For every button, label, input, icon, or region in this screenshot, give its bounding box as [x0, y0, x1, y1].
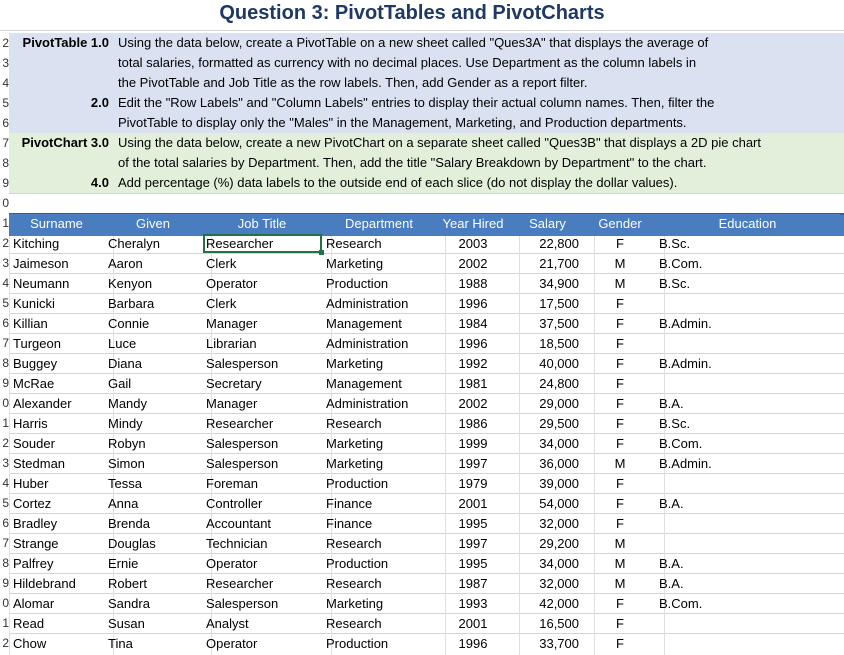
row-number[interactable]: 5 [2, 96, 9, 110]
column-header[interactable]: Department [322, 214, 436, 234]
year-hired-cell[interactable]: 2001 [458, 496, 488, 511]
table-row [0, 594, 844, 614]
given-cell[interactable]: Luce [108, 336, 137, 351]
row-number[interactable]: 1 [2, 616, 9, 630]
instruction-row [9, 33, 844, 53]
table-row [0, 474, 844, 494]
given-cell[interactable]: Robert [108, 576, 148, 591]
year-hired-cell[interactable]: 1996 [458, 296, 488, 311]
surname-cell[interactable]: Harris [13, 416, 48, 431]
given-cell[interactable]: Douglas [108, 536, 156, 551]
education-cell[interactable] [659, 634, 838, 654]
education-cell[interactable] [659, 334, 838, 354]
row-number[interactable]: 7 [2, 136, 9, 150]
surname-cell[interactable]: Kitching [13, 236, 60, 251]
row-number[interactable]: 0 [2, 396, 9, 410]
department-cell[interactable]: Research [326, 576, 382, 591]
job-title-cell[interactable]: Accountant [206, 516, 272, 531]
surname-cell[interactable]: Read [13, 616, 45, 631]
department-cell[interactable]: Management [326, 316, 402, 331]
education-cell[interactable] [659, 474, 838, 494]
surname-cell[interactable]: Killian [13, 316, 48, 331]
instruction-label: 2.0 [90, 95, 109, 110]
department-cell[interactable]: Marketing [326, 456, 384, 471]
gender-cell[interactable]: F [616, 476, 624, 491]
given-cell[interactable]: Mandy [108, 396, 148, 411]
gender-cell[interactable]: F [616, 316, 624, 331]
year-hired-cell[interactable]: 2002 [458, 396, 488, 411]
gender-cell[interactable]: F [616, 636, 624, 651]
given-cell[interactable]: Barbara [108, 296, 155, 311]
department-cell[interactable]: Administration [326, 396, 409, 411]
education-cell[interactable]: B.Admin. [659, 356, 712, 371]
year-hired-cell[interactable]: 1988 [458, 276, 488, 291]
table-row [0, 354, 844, 374]
gender-cell[interactable]: M [614, 536, 626, 551]
row-number[interactable]: 6 [2, 116, 9, 130]
year-hired-cell[interactable]: 1996 [458, 336, 488, 351]
gender-cell[interactable]: F [616, 236, 624, 251]
salary-cell[interactable]: 29,200 [539, 536, 579, 551]
instruction-label: PivotTable 1.0 [22, 35, 109, 50]
given-cell[interactable]: Simon [108, 456, 145, 471]
active-cell-selection[interactable] [203, 234, 322, 253]
salary-cell[interactable]: 34,900 [539, 276, 579, 291]
job-title-cell[interactable]: Manager [206, 396, 258, 411]
job-title-cell[interactable]: Foreman [206, 476, 259, 491]
row-number[interactable]: 8 [2, 356, 9, 370]
education-cell[interactable]: B.Admin. [659, 456, 712, 471]
education-cell[interactable]: B.A. [659, 556, 684, 571]
column-header[interactable]: Salary [510, 214, 585, 234]
row-number[interactable]: 7 [2, 336, 9, 350]
surname-cell[interactable]: McRae [13, 376, 55, 391]
row-number[interactable]: 2 [2, 36, 9, 50]
education-cell[interactable]: B.Com. [659, 596, 703, 611]
education-cell[interactable] [659, 614, 838, 634]
page-title: Question 3: PivotTables and PivotCharts [219, 2, 605, 24]
given-cell[interactable]: Brenda [108, 516, 150, 531]
table-row [0, 374, 844, 394]
table-row [0, 234, 844, 254]
salary-cell[interactable]: 34,000 [539, 556, 579, 571]
given-cell[interactable]: Diana [108, 356, 142, 371]
education-cell[interactable]: B.Com. [659, 436, 703, 451]
surname-cell[interactable]: Bradley [13, 516, 58, 531]
salary-cell[interactable]: 21,700 [539, 256, 579, 271]
surname-cell[interactable]: Alexander [13, 396, 72, 411]
given-cell[interactable]: Connie [108, 316, 150, 331]
instruction-row [9, 73, 844, 93]
row-gridline [9, 193, 844, 194]
year-hired-cell[interactable]: 2001 [458, 616, 488, 631]
gender-cell[interactable]: M [614, 276, 626, 291]
table-row [0, 434, 844, 454]
instruction-text: total salaries, formatted as currency with no decimal places. Use Department as the column labels in [118, 55, 697, 70]
gender-cell[interactable]: F [616, 376, 624, 391]
department-cell[interactable]: Marketing [326, 596, 384, 611]
department-cell[interactable]: Marketing [326, 436, 384, 451]
given-cell[interactable]: Robyn [108, 436, 146, 451]
given-cell[interactable]: Kenyon [108, 276, 153, 291]
surname-cell[interactable]: Chow [13, 636, 47, 651]
instruction-row [9, 133, 844, 153]
table-row [0, 614, 844, 634]
surname-cell[interactable]: Alomar [13, 596, 55, 611]
surname-cell[interactable]: Turgeon [13, 336, 61, 351]
row-number[interactable]: 8 [2, 156, 9, 170]
surname-cell[interactable]: Jaimeson [13, 256, 69, 271]
table-row [0, 394, 844, 414]
year-hired-cell[interactable]: 1997 [458, 456, 488, 471]
job-title-cell[interactable]: Salesperson [206, 596, 279, 611]
row-number[interactable]: 2 [2, 636, 9, 650]
fill-handle[interactable] [319, 250, 324, 255]
column-header[interactable]: Given [104, 214, 202, 234]
salary-cell[interactable]: 29,000 [539, 396, 579, 411]
table-row [0, 634, 844, 654]
education-cell[interactable]: B.A. [659, 576, 684, 591]
row-number[interactable]: 3 [2, 56, 9, 70]
year-hired-cell[interactable]: 1999 [458, 436, 488, 451]
department-cell[interactable]: Production [326, 556, 389, 571]
year-hired-cell[interactable]: 1996 [458, 636, 488, 651]
job-title-cell[interactable]: Technician [206, 536, 268, 551]
year-hired-cell[interactable]: 1986 [458, 416, 488, 431]
job-title-cell[interactable]: Operator [206, 276, 258, 291]
instruction-row [9, 173, 844, 193]
job-title-cell[interactable]: Researcher [206, 576, 274, 591]
row-number[interactable]: 0 [2, 596, 9, 610]
job-title-cell[interactable]: Salesperson [206, 436, 279, 451]
education-cell[interactable]: B.Com. [659, 256, 703, 271]
surname-cell[interactable]: Hildebrand [13, 576, 76, 591]
salary-cell[interactable]: 34,000 [539, 436, 579, 451]
education-cell[interactable]: B.Admin. [659, 316, 712, 331]
gender-cell[interactable]: M [614, 456, 626, 471]
column-header[interactable]: Education [655, 214, 840, 234]
row-number[interactable]: 6 [2, 516, 9, 530]
given-cell[interactable]: Anna [108, 496, 139, 511]
surname-cell[interactable]: Huber [13, 476, 49, 491]
given-cell[interactable]: Tina [108, 636, 133, 651]
surname-cell[interactable]: Strange [13, 536, 59, 551]
instruction-row [9, 53, 844, 73]
table-row [0, 514, 844, 534]
education-cell[interactable]: B.A. [659, 496, 684, 511]
year-hired-cell[interactable]: 1993 [458, 596, 488, 611]
department-cell[interactable]: Finance [326, 516, 373, 531]
job-title-cell[interactable]: Secretary [206, 376, 262, 391]
job-title-cell[interactable]: Salesperson [206, 456, 279, 471]
surname-cell[interactable]: Buggey [13, 356, 58, 371]
gender-cell[interactable]: F [616, 496, 624, 511]
instruction-text: Using the data below, create a new PivotChart on a separate sheet called "Ques3B" that displays a 2D pie chart [118, 135, 761, 150]
year-hired-cell[interactable]: 2002 [458, 256, 488, 271]
table-row [0, 574, 844, 594]
row-number[interactable]: 8 [2, 556, 9, 570]
given-cell[interactable]: Tessa [108, 476, 142, 491]
department-cell[interactable]: Research [326, 616, 382, 631]
department-cell[interactable]: Production [326, 476, 389, 491]
given-cell[interactable]: Gail [108, 376, 132, 391]
job-title-cell[interactable]: Salesperson [206, 356, 279, 371]
salary-cell[interactable]: 32,000 [539, 516, 579, 531]
column-header[interactable]: Year Hired [436, 214, 510, 234]
row-number[interactable]: 3 [2, 256, 9, 270]
year-hired-cell[interactable]: 1997 [458, 536, 488, 551]
instruction-row [9, 93, 844, 113]
instruction-text: the PivotTable and Job Title as the row labels. Then, add Gender as a report filter. [118, 75, 588, 90]
instruction-text: PivotTable to display only the "Males" in the Management, Marketing, and Production departments. [118, 115, 687, 130]
education-cell[interactable] [659, 294, 838, 314]
table-row [0, 314, 844, 334]
job-title-cell[interactable]: Manager [206, 316, 258, 331]
surname-cell[interactable]: Cortez [13, 496, 52, 511]
job-title-cell[interactable]: Librarian [206, 336, 257, 351]
row-number[interactable]: 4 [2, 276, 9, 290]
table-row [0, 554, 844, 574]
table-row [0, 254, 844, 274]
salary-cell[interactable]: 54,000 [539, 496, 579, 511]
year-hired-cell[interactable]: 2003 [458, 236, 488, 251]
education-cell[interactable] [659, 514, 838, 534]
table-row [0, 294, 844, 314]
row-number[interactable]: 5 [2, 496, 9, 510]
row-number[interactable]: 1 [2, 216, 9, 230]
surname-cell[interactable]: Kunicki [13, 296, 55, 311]
gender-cell[interactable]: F [616, 616, 624, 631]
salary-cell[interactable]: 39,000 [539, 476, 579, 491]
table-row [0, 534, 844, 554]
salary-cell[interactable]: 32,000 [539, 576, 579, 591]
job-title-cell[interactable]: Analyst [206, 616, 249, 631]
sheet-title-row [0, 0, 844, 31]
row-number[interactable]: 6 [2, 316, 9, 330]
instruction-text: of the total salaries by Department. Then, add the title "Salary Breakdown by Department" to the chart. [118, 155, 707, 170]
year-hired-cell[interactable]: 1995 [458, 556, 488, 571]
job-title-cell[interactable]: Operator [206, 636, 258, 651]
department-cell[interactable]: Management [326, 376, 402, 391]
row-number[interactable]: 0 [2, 196, 9, 210]
department-cell[interactable]: Research [326, 536, 382, 551]
row-number[interactable]: 2 [2, 436, 9, 450]
salary-cell[interactable]: 17,500 [539, 296, 579, 311]
gender-cell[interactable]: F [616, 356, 624, 371]
gender-cell[interactable]: F [616, 516, 624, 531]
salary-cell[interactable]: 37,500 [539, 316, 579, 331]
given-cell[interactable]: Ernie [108, 556, 139, 571]
education-cell[interactable]: B.Sc. [659, 276, 691, 291]
row-number[interactable]: 9 [2, 576, 9, 590]
instruction-label: 4.0 [90, 175, 109, 190]
row-number[interactable]: 4 [2, 476, 9, 490]
job-title-cell[interactable]: Operator [206, 556, 258, 571]
gender-cell[interactable]: M [614, 556, 626, 571]
given-cell[interactable]: Sandra [108, 596, 150, 611]
row-number[interactable]: 9 [2, 376, 9, 390]
year-hired-cell[interactable]: 1995 [458, 516, 488, 531]
year-hired-cell[interactable]: 1984 [458, 316, 488, 331]
given-cell[interactable]: Susan [108, 616, 145, 631]
department-cell[interactable]: Administration [326, 336, 409, 351]
instruction-label: PivotChart 3.0 [21, 135, 109, 150]
year-hired-cell[interactable]: 1992 [458, 356, 488, 371]
table-row [0, 494, 844, 514]
job-title-cell[interactable]: Researcher [206, 236, 274, 251]
row-number[interactable]: 4 [2, 76, 9, 90]
instruction-text: Edit the "Row Labels" and "Column Labels" entries to display their actual column names. Then, filter the [118, 95, 715, 110]
salary-cell[interactable]: 42,000 [539, 596, 579, 611]
education-cell[interactable]: B.Sc. [659, 236, 691, 251]
job-title-cell[interactable]: Controller [206, 496, 263, 511]
column-header[interactable]: Job Title [202, 214, 322, 234]
given-cell[interactable]: Aaron [108, 256, 143, 271]
instruction-row [9, 113, 844, 133]
department-cell[interactable]: Production [326, 276, 389, 291]
education-cell[interactable]: B.Sc. [659, 416, 691, 431]
gender-cell[interactable]: F [616, 416, 624, 431]
surname-cell[interactable]: Stedman [13, 456, 66, 471]
given-cell[interactable]: Cheralyn [108, 236, 161, 251]
department-cell[interactable]: Research [326, 236, 382, 251]
salary-cell[interactable]: 33,700 [539, 636, 579, 651]
row-number[interactable]: 7 [2, 536, 9, 550]
table-row [0, 334, 844, 354]
salary-cell[interactable]: 40,000 [539, 356, 579, 371]
department-cell[interactable]: Production [326, 636, 389, 651]
department-cell[interactable]: Marketing [326, 356, 384, 371]
row-number[interactable]: 3 [2, 456, 9, 470]
row-number[interactable]: 2 [2, 236, 9, 250]
gender-cell[interactable]: F [616, 396, 624, 411]
job-title-cell[interactable]: Clerk [206, 296, 237, 311]
salary-cell[interactable]: 22,800 [539, 236, 579, 251]
year-hired-cell[interactable]: 1981 [458, 376, 488, 391]
gender-cell[interactable]: M [614, 256, 626, 271]
surname-cell[interactable]: Neumann [13, 276, 70, 291]
given-cell[interactable]: Mindy [108, 416, 143, 431]
column-header[interactable]: Surname [9, 214, 104, 234]
gender-cell[interactable]: F [616, 336, 624, 351]
row-number[interactable]: 1 [2, 416, 9, 430]
surname-cell[interactable]: Palfrey [13, 556, 54, 571]
education-cell[interactable]: B.A. [659, 396, 684, 411]
salary-cell[interactable]: 16,500 [539, 616, 579, 631]
salary-cell[interactable]: 36,000 [539, 456, 579, 471]
year-hired-cell[interactable]: 1979 [458, 476, 488, 491]
job-title-cell[interactable]: Clerk [206, 256, 237, 271]
education-cell[interactable] [659, 534, 838, 554]
table-row [0, 274, 844, 294]
gender-cell[interactable]: F [616, 296, 624, 311]
salary-cell[interactable]: 18,500 [539, 336, 579, 351]
job-title-cell[interactable]: Researcher [206, 416, 274, 431]
education-cell[interactable] [659, 374, 838, 394]
department-cell[interactable]: Marketing [326, 256, 384, 271]
instruction-row [9, 153, 844, 173]
table-row [0, 454, 844, 474]
row-number[interactable]: 9 [2, 176, 9, 190]
row-number[interactable]: 5 [2, 296, 9, 310]
instruction-text: Using the data below, create a PivotTable on a new sheet called "Ques3A" that displays the average of [118, 35, 709, 50]
gender-cell[interactable]: M [614, 576, 626, 591]
gender-cell[interactable]: F [616, 596, 624, 611]
year-hired-cell[interactable]: 1987 [458, 576, 488, 591]
instruction-text: Add percentage (%) data labels to the outside end of each slice (do not display the dollar values). [118, 175, 678, 190]
department-cell[interactable]: Research [326, 416, 382, 431]
gender-cell[interactable]: F [616, 436, 624, 451]
table-row [0, 414, 844, 434]
column-header[interactable]: Gender [585, 214, 655, 234]
department-cell[interactable]: Administration [326, 296, 409, 311]
salary-cell[interactable]: 24,800 [539, 376, 579, 391]
surname-cell[interactable]: Souder [13, 436, 55, 451]
salary-cell[interactable]: 29,500 [539, 416, 579, 431]
department-cell[interactable]: Finance [326, 496, 373, 511]
